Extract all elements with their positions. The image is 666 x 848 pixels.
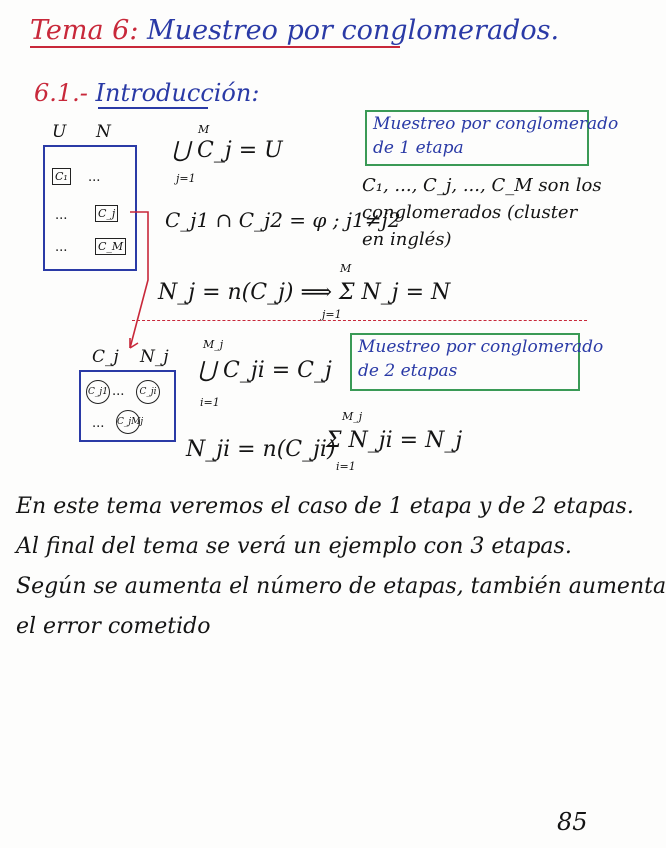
body-line-1: En este tema veremos el caso de 1 etapa y de 2 etapas. <box>16 494 634 519</box>
cluster-note-line3: en inglés) <box>362 229 452 250</box>
one-stage-box <box>365 110 619 166</box>
intersection-formula: C_j1 ∩ C_j2 = φ ; j1≠j2 <box>165 208 401 232</box>
population-label: U <box>52 122 67 142</box>
body-line-3: Según se aumenta el número de etapas, también aumenta <box>16 574 666 599</box>
nji-formula: N_ji = n(C_ji) <box>186 437 336 462</box>
dots-1: ... <box>88 170 101 185</box>
section-underline <box>98 107 208 109</box>
arrow-to-cluster <box>120 200 160 360</box>
title-underline <box>30 46 400 48</box>
cluster-cj: C_j <box>95 205 118 222</box>
page-title <box>30 14 559 48</box>
union2-upper: M_j <box>203 338 224 351</box>
title-number: Tema 6: <box>30 15 139 46</box>
cluster-label: C_j <box>92 347 119 367</box>
union1-formula: ⋃ C_j = U <box>172 138 283 163</box>
page-number: 85 <box>557 808 588 836</box>
nj-sum-lower: j=1 <box>322 308 342 321</box>
nj-sum-upper: M <box>340 262 352 275</box>
subcluster-cjmj: C_jMj <box>116 410 140 434</box>
section-number: 6.1.- <box>34 79 88 107</box>
one-stage-line2: de 1 etapa <box>373 138 464 158</box>
cluster-note-line2: conglomerados (cluster <box>362 202 578 223</box>
cluster-cm: C_M <box>95 238 126 255</box>
section-text: Introducción: <box>95 79 260 107</box>
union1-upper: M <box>198 123 210 136</box>
cluster-note <box>362 172 602 253</box>
dots-2: ... <box>55 208 68 223</box>
title-text: Muestreo por conglomerados. <box>147 15 560 46</box>
cluster-note-line1: C₁, ..., C_j, ..., C_M son los <box>362 175 602 196</box>
union2-formula: ⋃ C_ji = C_j <box>198 358 332 383</box>
nj-formula: N_j = n(C_j) ⟹ Σ N_j = N <box>158 280 451 305</box>
two-stage-line1: Muestreo por conglomerado <box>358 337 604 357</box>
cluster-size-label: N_j <box>140 347 169 367</box>
body-line-2: Al final del tema se verá un ejemplo con 3 etapas. <box>16 534 572 559</box>
subcluster-cj1: C_j1 <box>86 380 110 404</box>
dots-5: ... <box>92 416 105 431</box>
cluster-c1: C₁ <box>52 168 71 185</box>
union1-lower: j=1 <box>176 172 196 185</box>
two-stage-box <box>350 333 604 391</box>
separator-line <box>132 320 587 321</box>
union2-lower: i=1 <box>200 396 220 409</box>
one-stage-line1: Muestreo por conglomerado <box>373 114 619 134</box>
sum2-lower: i=1 <box>336 460 356 473</box>
sum2-formula: Σ N_ji = N_j <box>326 428 463 453</box>
section-heading <box>34 78 259 108</box>
population-size-label: N <box>96 122 111 142</box>
dots-4: ... <box>112 384 125 399</box>
sum2-upper: M_j <box>342 410 363 423</box>
body-line-4: el error cometido <box>16 614 211 639</box>
subcluster-cji: C_ji <box>136 380 160 404</box>
two-stage-line2: de 2 etapas <box>358 361 458 381</box>
dots-3: ... <box>55 240 68 255</box>
